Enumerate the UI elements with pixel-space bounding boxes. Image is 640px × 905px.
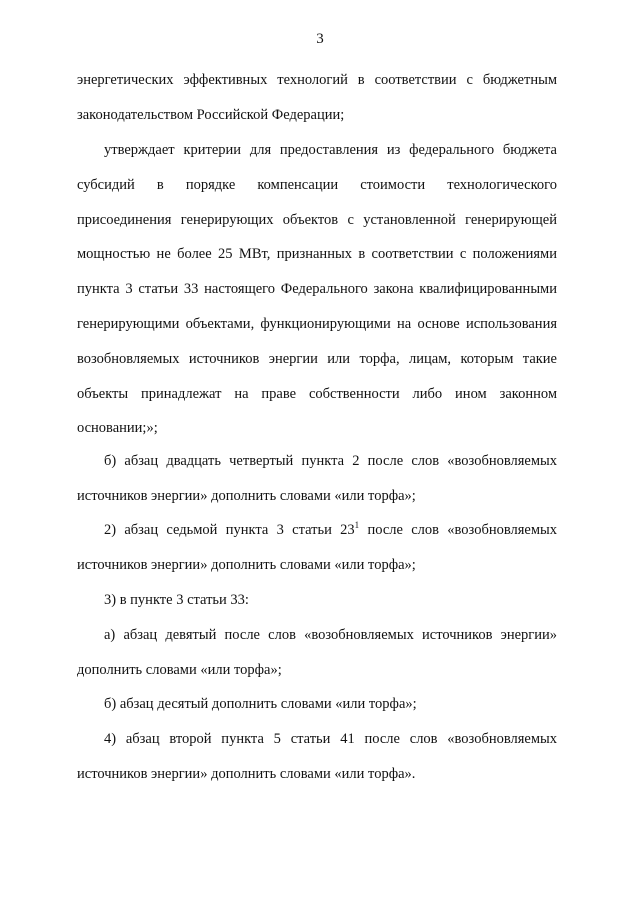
text-line: законодательством Российской Федерации; [77, 106, 345, 123]
text-line: источников энергии» дополнить словами «или торфа». [77, 765, 416, 782]
text-line [77, 513, 557, 548]
text-segment: 2) абзац седьмой пункта 3 статьи 23 [104, 522, 355, 538]
text-line: объекты принадлежат на праве собственности либо ином законном [77, 385, 557, 402]
text-line: генерирующими объектами, функционирующими на основе использования [77, 315, 557, 332]
text-line: источников энергии» дополнить словами «или торфа»; [77, 556, 416, 573]
text-line: источников энергии» дополнить словами «или торфа»; [77, 487, 416, 504]
paragraph-item-b-2 [77, 687, 557, 722]
paragraph-item-b-1 [77, 444, 557, 514]
text-line: дополнить словами «или торфа»; [77, 661, 282, 678]
text-line: присоединения генерирующих объектов с установленной генерирующей [77, 211, 557, 228]
text-line: возобновляемых источников энергии или торфа, лицам, которым такие [77, 350, 557, 367]
text-line: б) абзац двадцать четвертый пункта 2 после слов «возобновляемых [104, 453, 557, 469]
paragraph-item-2 [77, 513, 557, 583]
text-line: утверждает критерии для предоставления из федерального бюджета [104, 142, 557, 158]
text-line: 4) абзац второй пункта 5 статьи 41 после слов «возобновляемых [104, 731, 557, 747]
paragraph-criteria [77, 133, 557, 446]
page-number: 3 [316, 31, 324, 47]
text-segment: после слов «возобновляемых [359, 522, 557, 538]
text-line: субсидий в порядке компенсации стоимости технологического [77, 176, 557, 193]
text-line: мощностью не более 25 МВт, признанных в соответствии с положениями [77, 246, 557, 263]
text-line: б) абзац десятый дополнить словами «или торфа»; [104, 696, 417, 712]
text-line: основании;»; [77, 420, 158, 437]
text-line: а) абзац девятый после слов «возобновляемых источников энергии» [104, 627, 557, 643]
paragraph-continuation [77, 63, 557, 133]
paragraph-item-a [77, 618, 557, 688]
paragraph-item-4 [77, 722, 557, 792]
text-line: энергетических эффективных технологий в соответствии с бюджетным [77, 72, 557, 88]
text-line: пункта 3 статьи 33 настоящего Федерального закона квалифицированными [77, 281, 557, 298]
superscript: 1 [354, 520, 360, 530]
text-line: 3) в пункте 3 статьи 33: [104, 592, 249, 608]
paragraph-item-3 [77, 583, 557, 618]
